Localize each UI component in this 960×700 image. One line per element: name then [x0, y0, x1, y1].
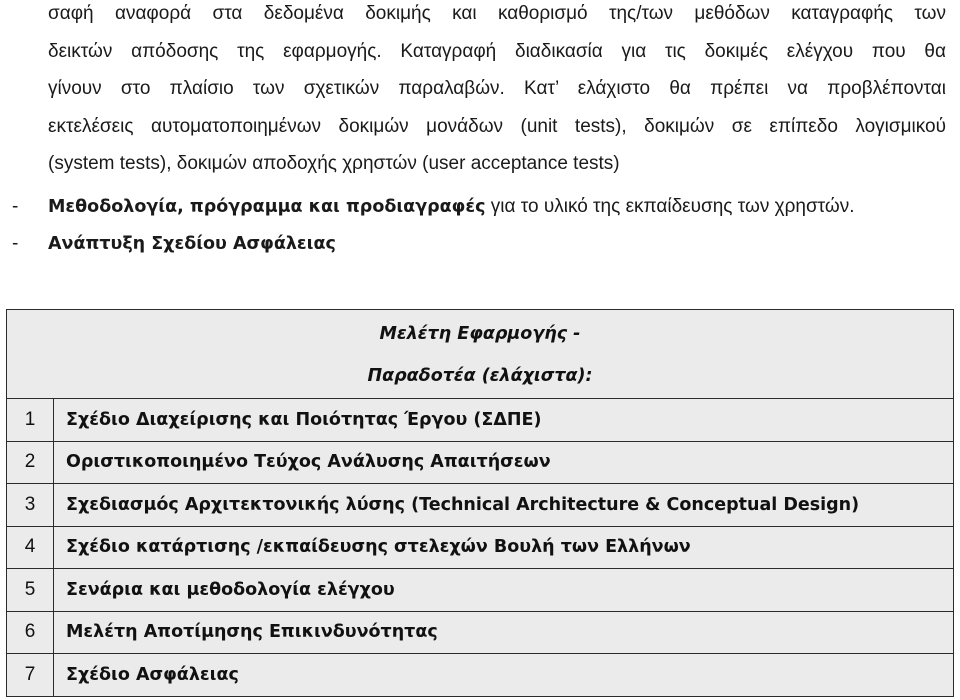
paragraph-line: εκτελέσεις αυτοματοποιημένων δοκιμών μονάδων (unit tests), δοκιμών σε επίπεδο λογισμικού — [48, 115, 946, 137]
row-number: 2 — [7, 441, 54, 484]
bullet-text — [48, 225, 336, 263]
table-row — [7, 484, 954, 527]
table-row — [7, 399, 954, 442]
row-label: Σχέδιο Διαχείρισης και Ποιότητας Έργου (ΣΔΠΕ) — [54, 399, 954, 442]
table-row — [7, 526, 954, 569]
row-label: Σχέδιο Ασφάλειας — [54, 654, 954, 697]
bullet-dash: - — [12, 233, 19, 254]
row-label: Σενάρια και μεθοδολογία ελέγχου — [54, 569, 954, 612]
bullet-dash: - — [12, 196, 19, 217]
body-paragraph — [48, 0, 946, 183]
paragraph-line: δεικτών απόδοσης της εφαρμογής. Καταγραφή διαδικασία για τις δοκιμές ελέγχου που θα — [48, 40, 946, 62]
bullet-bold-text: Μεθοδολογία, πρόγραμμα και προδιαγραφές — [48, 197, 486, 217]
table-row — [7, 654, 954, 697]
row-number: 3 — [7, 484, 54, 527]
deliverables-table — [6, 309, 954, 697]
table-row — [7, 611, 954, 654]
row-number: 6 — [7, 611, 54, 654]
row-number: 1 — [7, 399, 54, 442]
row-label: Οριστικοποιημένο Τεύχος Ανάλυσης Απαιτήσεων — [54, 441, 954, 484]
table-row — [7, 441, 954, 484]
bullet-bold-text: Ανάπτυξη Σχεδίου Ασφάλειας — [48, 234, 336, 254]
table-header-title: Μελέτη Εφαρμογής - — [379, 324, 581, 344]
row-number: 5 — [7, 569, 54, 612]
table-header-cell — [7, 310, 954, 399]
row-label: Σχέδιο κατάρτισης /εκπαίδευσης στελεχών Βουλή των Ελλήνων — [54, 526, 954, 569]
bullet-text — [48, 188, 855, 226]
bullet-item-training — [0, 188, 955, 225]
paragraph-line: σαφή αναφορά στα δεδομένα δοκιμής και καθορισμό της/των μεθόδων καταγραφής των — [48, 3, 946, 24]
table-row — [7, 569, 954, 612]
row-number: 4 — [7, 526, 54, 569]
bullet-rest-text: για το υλικό της εκπαίδευσης των χρηστών. — [485, 196, 855, 217]
bullet-item-security-plan — [0, 225, 955, 262]
row-number: 7 — [7, 654, 54, 697]
row-label: Σχεδιασμός Αρχιτεκτονικής λύσης (Technical Architecture & Conceptual Design) — [54, 484, 954, 527]
table-header-subtitle: Παραδοτέα (ελάχιστα): — [367, 366, 593, 386]
paragraph-line: γίνουν στο πλαίσιο των σχετικών παραλαβών. Κατ’ ελάχιστο θα πρέπει να προβλέπονται — [48, 78, 946, 99]
paragraph-line: (system tests), δοκιμών αποδοχής χρηστών (user acceptance tests) — [48, 153, 620, 174]
table-header-row — [7, 310, 954, 399]
row-label: Μελέτη Αποτίμησης Επικινδυνότητας — [54, 611, 954, 654]
